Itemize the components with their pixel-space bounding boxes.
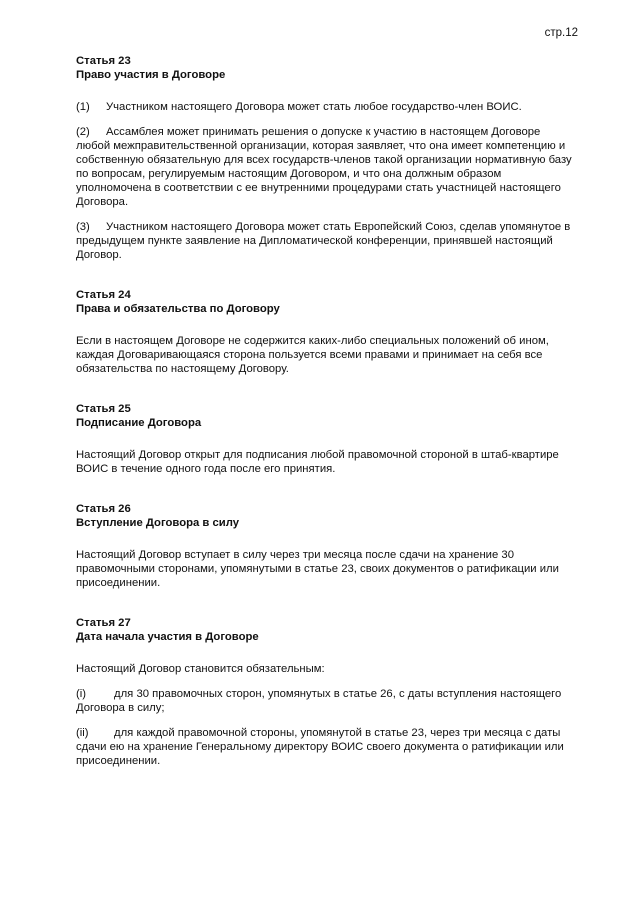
article-number: Статья 25 xyxy=(76,403,131,415)
article-26 xyxy=(76,502,576,590)
paragraph-number: (2) xyxy=(76,126,90,138)
paragraph xyxy=(76,726,576,768)
paragraph-text: Участником настоящего Договора может стать Европейский Союз, сделав упомянутое в предыдущем пункте заявление на Дипломатической конференции, принявшей настоящий Договор. xyxy=(76,221,571,261)
article-24 xyxy=(76,288,576,376)
paragraph: Настоящий Договор открыт для подписания любой правомочной стороной в штаб-квартире ВОИС в течение одного года после его принятия. xyxy=(76,449,559,475)
page-number: стр.12 xyxy=(544,27,578,39)
paragraph-text: для каждой правомочной стороны, упомянутой в статье 23, через три месяца с даты сдачи ею на хранение Генеральному директору ВОИС своего документа о ратификации или присоединении. xyxy=(76,727,564,767)
paragraph xyxy=(76,125,576,209)
paragraph-text: для 30 правомочных сторон, упомянутых в статье 26, с даты вступления настоящего Договора в силу; xyxy=(76,688,562,714)
article-number: Статья 26 xyxy=(76,503,131,515)
article-title: Дата начала участия в Договоре xyxy=(76,631,259,643)
article-number: Статья 23 xyxy=(76,55,131,67)
paragraph xyxy=(76,220,576,262)
paragraph xyxy=(76,687,576,715)
paragraph-text: Участником настоящего Договора может стать любое государство-член ВОИС. xyxy=(106,101,522,113)
article-number: Статья 27 xyxy=(76,617,131,629)
document-body xyxy=(76,54,576,768)
paragraph: Настоящий Договор вступает в силу через три месяца после сдачи на хранение 30 правомочными сторонами, упомянутыми в статье 23, своих документов о ратификации или присоединении. xyxy=(76,549,559,589)
paragraph xyxy=(76,100,576,114)
paragraph: Если в настоящем Договоре не содержится каких-либо специальных положений об ином, каждая Договаривающаяся сторона пользуется всеми правами и принимает на себя все обязательства по настоящему Договору. xyxy=(76,335,549,375)
paragraph-number: (3) xyxy=(76,221,90,233)
article-title: Вступление Договора в силу xyxy=(76,517,240,529)
article-number: Статья 24 xyxy=(76,289,131,301)
article-title: Подписание Договора xyxy=(76,417,202,429)
paragraph-number: (i) xyxy=(76,688,87,700)
paragraph-number: (1) xyxy=(76,101,90,113)
paragraph-number: (ii) xyxy=(76,727,89,739)
paragraph: Настоящий Договор становится обязательным: xyxy=(76,663,325,675)
article-title: Право участия в Договоре xyxy=(76,69,226,81)
article-title: Права и обязательства по Договору xyxy=(76,303,280,315)
article-23 xyxy=(76,54,576,262)
article-27 xyxy=(76,616,576,768)
paragraph-text: Ассамблея может принимать решения о допуске к участию в настоящем Договоре любой межправительственной организации, которая заявляет, что она имеет компетенцию и собственную обязательную для всех государств-членов такой организации нормативную базу по вопросам, регулируемым настоящим Договором, и что она должным образом уполномочена в соответствии с ее внутренними процедурами стать участницей настоящего Договора. xyxy=(76,126,572,208)
article-25 xyxy=(76,402,576,476)
